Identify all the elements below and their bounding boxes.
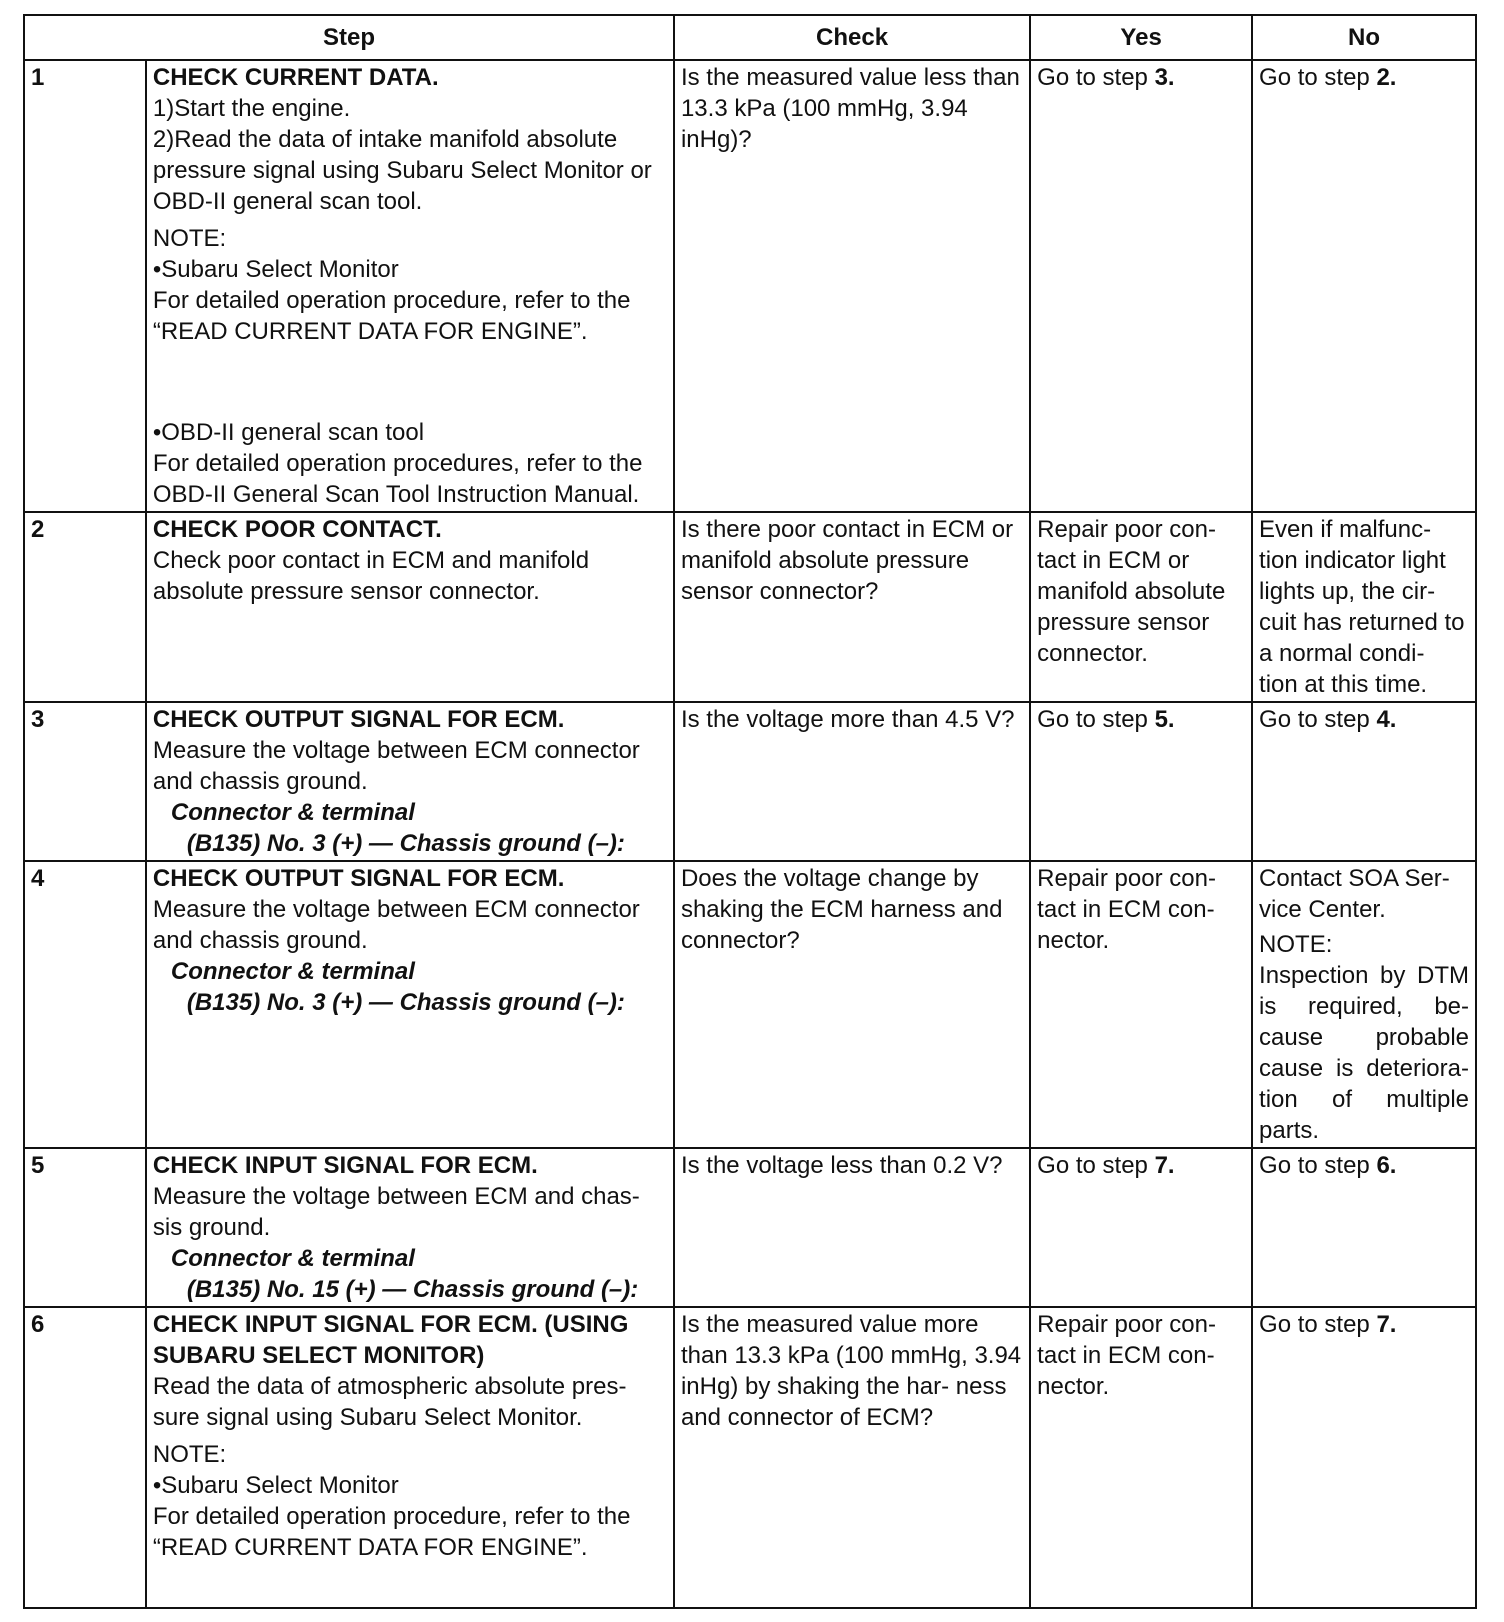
step-description [146, 1307, 674, 1608]
note-item-text: For detailed operation procedure, refer to the “READ CURRENT DATA FOR ENGINE”. [152, 1503, 631, 1561]
step-line: 2)Read the data of intake manifold absolute pressure signal using Subaru Select Monitor or OBD-II general scan tool. [152, 126, 652, 215]
note-item-title: •OBD-II general scan tool [152, 419, 425, 446]
check-cell: Is the voltage more than 4.5 V? [674, 702, 1030, 861]
connector-terminal-label: Connector & terminal [170, 1245, 415, 1272]
step-number: 3 [24, 702, 146, 861]
note-item-text: For detailed operation procedures, refer to the OBD-II General Scan Tool Instruction Manual. [152, 450, 643, 508]
no-cell: Go to step 6. [1252, 1148, 1476, 1307]
yes-cell: Repair poor con- tact in ECM con- nector. [1030, 861, 1252, 1148]
no-text: Contact SOA Ser- vice Center. [1259, 865, 1450, 923]
header-row [24, 15, 1476, 60]
check-cell: Is the measured value less than 13.3 kPa (100 mmHg, 3.94 inHg)? [674, 60, 1030, 512]
header-no: No [1252, 15, 1476, 60]
step-title: CHECK INPUT SIGNAL FOR ECM. [152, 1152, 538, 1179]
step-description [146, 861, 674, 1148]
no-cell: Go to step 7. [1252, 1307, 1476, 1608]
step-title: CHECK CURRENT DATA. [152, 64, 439, 91]
connector-terminal-value: (B135) No. 15 (+) — Chassis ground (–): [186, 1276, 639, 1303]
header-check: Check [674, 15, 1030, 60]
connector-terminal-label: Connector & terminal [170, 958, 415, 985]
diagnostic-table [23, 14, 1477, 1609]
yes-cell: Go to step 5. [1030, 702, 1252, 861]
check-cell: Is the measured value more than 13.3 kPa (100 mmHg, 3.94 inHg) by shaking the har- ness and connector of ECM? [674, 1307, 1030, 1608]
no-cell: Go to step 4. [1252, 702, 1476, 861]
table-row [24, 60, 1476, 512]
table-row [24, 861, 1476, 1148]
header-yes: Yes [1030, 15, 1252, 60]
note-item-title: •Subaru Select Monitor [152, 1472, 399, 1499]
note-text: Inspection by DTM is required, be- cause probable cause is deteriora- tion of multiple parts. [1259, 962, 1469, 1144]
note-item-title: •Subaru Select Monitor [152, 256, 399, 283]
step-number: 4 [24, 861, 146, 1148]
header-step: Step [24, 15, 674, 60]
step-description [146, 512, 674, 702]
note-label: NOTE: [152, 1441, 227, 1468]
step-text: Measure the voltage between ECM connector and chassis ground. [152, 737, 640, 795]
step-line: 1)Start the engine. [152, 95, 351, 122]
step-description [146, 1148, 674, 1307]
table-row [24, 702, 1476, 861]
step-text: Read the data of atmospheric absolute pres- sure signal using Subaru Select Monitor. [152, 1373, 627, 1431]
step-description [146, 60, 674, 512]
step-number: 2 [24, 512, 146, 702]
step-text: Measure the voltage between ECM connector and chassis ground. [152, 896, 640, 954]
check-cell: Is the voltage less than 0.2 V? [674, 1148, 1030, 1307]
step-description [146, 702, 674, 861]
table-row [24, 1148, 1476, 1307]
note-label: NOTE: [1259, 931, 1333, 958]
check-cell: Does the voltage change by shaking the ECM harness and connector? [674, 861, 1030, 1148]
table-row [24, 1307, 1476, 1608]
step-text: Check poor contact in ECM and manifold absolute pressure sensor connector. [152, 547, 590, 605]
step-number: 5 [24, 1148, 146, 1307]
no-cell: Even if malfunc- tion indicator light lights up, the cir- cuit has returned to a normal condi- tion at this time. [1252, 512, 1476, 702]
no-cell: Go to step 2. [1252, 60, 1476, 512]
no-cell [1252, 861, 1476, 1148]
step-number: 1 [24, 60, 146, 512]
yes-cell: Repair poor con- tact in ECM con- nector. [1030, 1307, 1252, 1608]
yes-cell: Repair poor con- tact in ECM or manifold absolute pressure sensor connector. [1030, 512, 1252, 702]
connector-terminal-value: (B135) No. 3 (+) — Chassis ground (–): [186, 830, 625, 857]
yes-cell: Go to step 7. [1030, 1148, 1252, 1307]
note-item-text: For detailed operation procedure, refer to the “READ CURRENT DATA FOR ENGINE”. [152, 287, 631, 345]
check-cell: Is there poor contact in ECM or manifold absolute pressure sensor connector? [674, 512, 1030, 702]
step-text: Measure the voltage between ECM and chas- sis ground. [152, 1183, 640, 1241]
step-title: CHECK OUTPUT SIGNAL FOR ECM. [152, 706, 565, 733]
step-title: CHECK INPUT SIGNAL FOR ECM. (USING SUBARU SELECT MONITOR) [152, 1311, 629, 1369]
yes-cell: Go to step 3. [1030, 60, 1252, 512]
connector-terminal-value: (B135) No. 3 (+) — Chassis ground (–): [186, 989, 625, 1016]
step-title: CHECK OUTPUT SIGNAL FOR ECM. [152, 865, 565, 892]
step-number: 6 [24, 1307, 146, 1608]
note-label: NOTE: [152, 225, 227, 252]
connector-terminal-label: Connector & terminal [170, 799, 415, 826]
table-row [24, 512, 1476, 702]
step-title: CHECK POOR CONTACT. [152, 516, 442, 543]
